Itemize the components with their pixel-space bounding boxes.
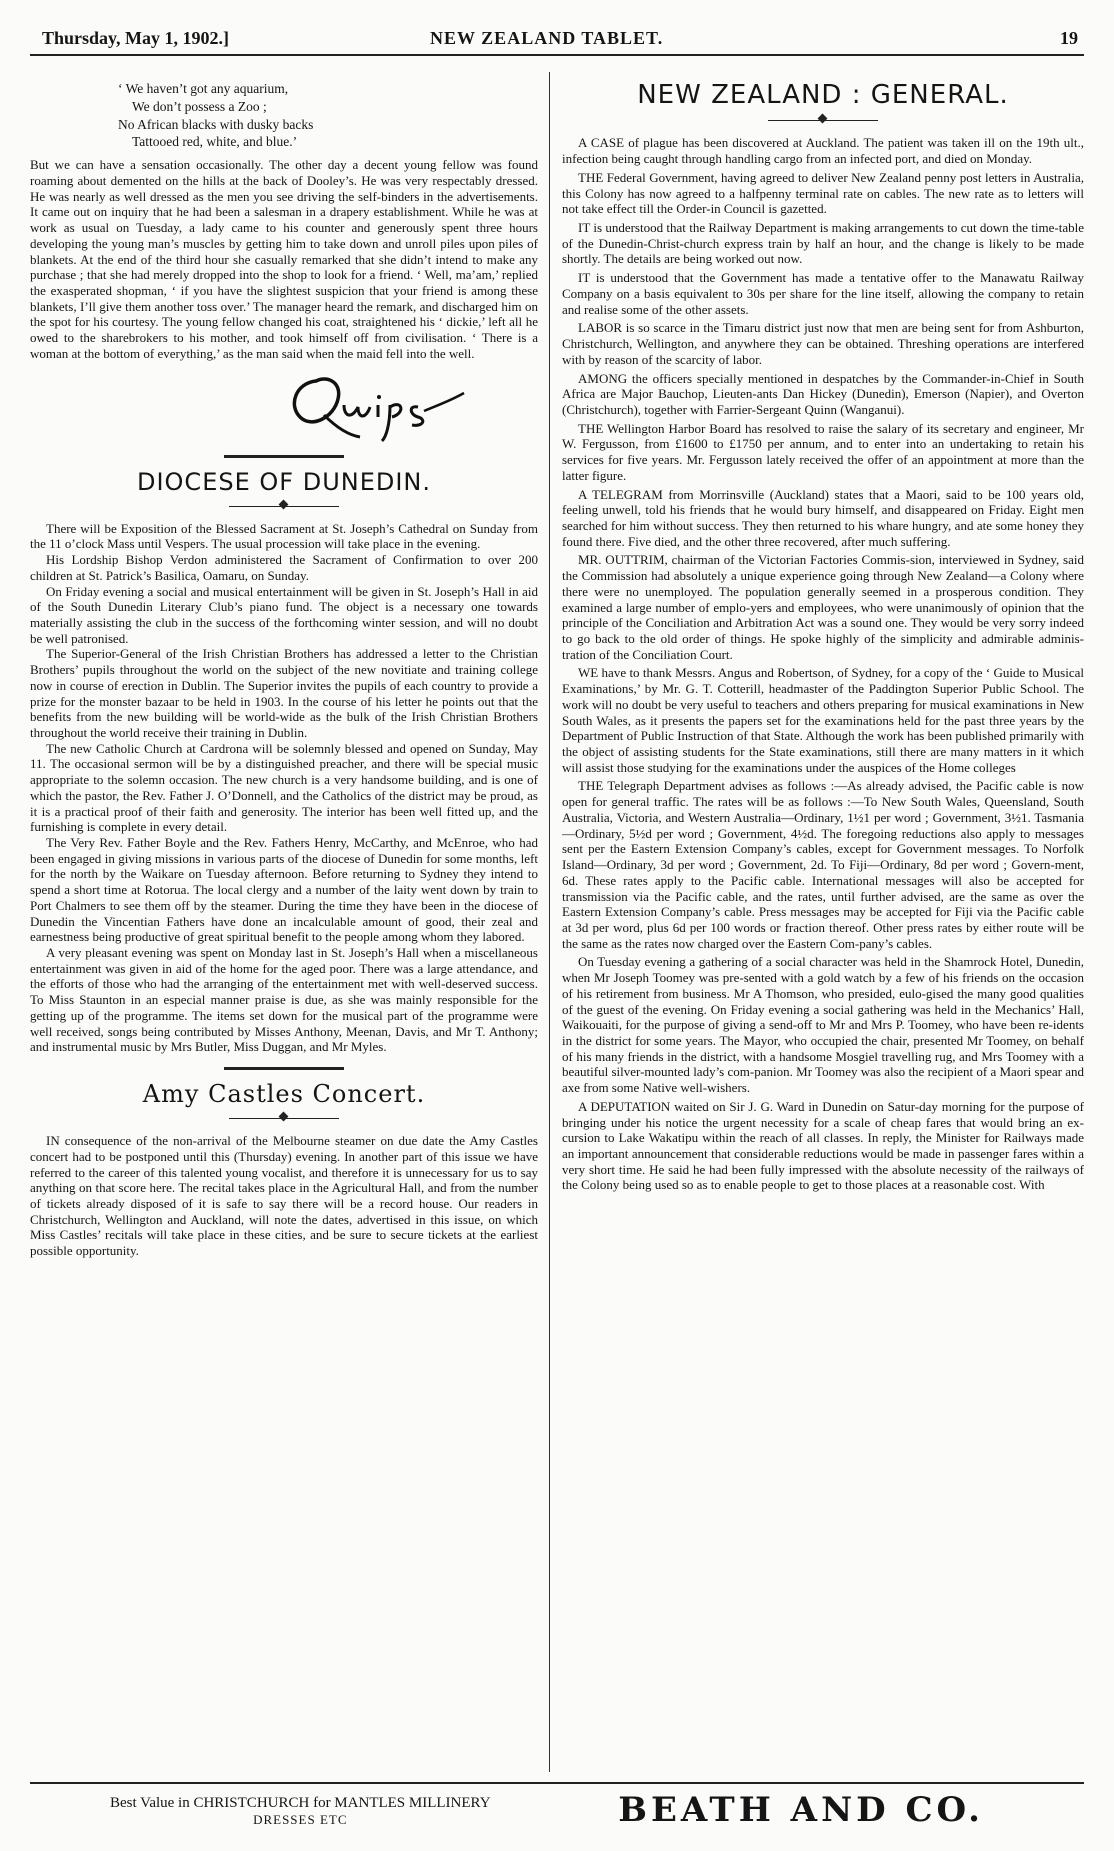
news-item: A CASE of plague has been discovered at Auckland. The patient was taken ill on the 19th ult., infection being caught through handling cargo from an infected port, and died on Monday. xyxy=(562,135,1084,167)
diocese-section xyxy=(30,521,538,1055)
diocese-paragraph: The Superior-General of the Irish Christian Brothers has addressed a letter to the Christian Brothers’ pupils throughout the world on the subject of the new novitiate and training college now in course of erection in Dublin. The Superior invites the pupils of each country to provide a prize for the monster bazaar to be held in 1903. In the course of his letter he points out that the benefits from the new building will be world-wide as the bulk of the Irish Christian Brothers throughout the world receive their training in Dublin. xyxy=(30,646,538,740)
ornament-divider xyxy=(229,501,339,511)
footer-line-1: Best Value in CHRISTCHURCH for MANTLES MILLINERY xyxy=(110,1795,491,1811)
page-header xyxy=(30,20,1084,56)
footer-line-2: DRESSES ETC xyxy=(253,1812,348,1827)
diocese-paragraph: On Friday evening a social and musical entertainment will be given in St. Joseph’s Hall in aid of the South Dunedin Literary Club’s piano fund. The object is a necessary one towards materially assisting the club in the success of the forthcoming winter session, and will no doubt be well patronised. xyxy=(30,583,538,646)
section-rule xyxy=(224,455,344,458)
left-column xyxy=(30,76,538,1772)
column-rule xyxy=(549,72,550,1772)
concert-heading: Amy Castles Concert. xyxy=(142,1080,426,1109)
general-heading: NEW ZEALAND : GENERAL. xyxy=(637,80,1009,110)
footer-brand: BEATH AND CO. xyxy=(618,1790,984,1830)
news-item: A TELEGRAM from Morrinsville (Auckland) states that a Maori, said to be 100 years old, feeling unwell, told his friends that he would bury himself, and disappeared on Friday. Eight men searched for him without success. They then returned to his whare hungry, and ate some honey they found there. Five died, and the other three recovered, after much suffering. xyxy=(562,486,1084,549)
concert-paragraph: IN consequence of the non-arrival of the Melbourne steamer on due date the Amy Castles concert had to be postponed until this (Thursday) evening. In another part of this issue we have referred to the career of this talented young vocalist, and therefore it is unnecessary for us to say anything on that score here. The recital takes place in the Agricultural Hall, and from the number of tickets already disposed of it is safe to say there will be a record house. Our readers in Christchurch, Wellington and Auckland, will note the dates, advertised in this issue, on which Miss Castles’ recitals will take place in these cities, and be sure to secure tickets at the earliest possible opportunity. xyxy=(30,1133,538,1259)
news-item: THE Wellington Harbor Board has resolved to raise the salary of its secretary and engineer, Mr W. Fergusson, from £1600 to £1750 per annum, and to enter into an undertaking to retain his services for five years. Mr. Fergusson lately received the offer of an appointment at more than the latter figure. xyxy=(562,420,1084,483)
diocese-heading: DIOCESE OF DUNEDIN. xyxy=(136,467,432,496)
news-item: A DEPUTATION waited on Sir J. G. Ward in Dunedin on Satur-day morning for the purpose of bringing under his notice the urgent necessity for a scale of cheap fares that would bring an ex-cursion to Lake Wakatipu within the reach of all classes. In reply, the Minister for Railways made an important announcement that considerable reductions would be made in passenger fares within a very short time. He said he had been fully impressed with the absolute necessity of the railways of the Colony being used so as to enable people to get to those places at a reasonable cost. With xyxy=(562,1098,1084,1193)
ornament-divider xyxy=(768,115,878,125)
section-rule xyxy=(224,1067,344,1070)
verse-line: No African blacks with dusky backs xyxy=(118,116,314,132)
diocese-paragraph: The Very Rev. Father Boyle and the Rev. Fathers Henry, McCarthy, and McEnroe, who had been engaged in giving missions in various parts of the diocese of Dunedin for some months, left for the north by the Waikare on Tuesday afternoon. Before returning to Sydney they intend to spend a short time at Rotorua. The local clergy and a number of the laity went down by train to Port Chalmers to see them off by the steamer. During the time they have been in the diocese of Dunedin the Vincentian Fathers have done an incalculable amount of good, their zeal and earnestness being productive of great spiritual benefit to the people among whom they labored. xyxy=(30,835,538,945)
verse-line: ‘ We haven’t got any aquarium, xyxy=(118,81,289,96)
news-item: THE Telegraph Department advises as follows :—As already advised, the Pacific cable is now open for general traffic. The rates will be as follows :—To New South Wales, Queensland, South Australia, Victoria, and Western Australia—Ordinary, 1½1 per word ; Government, 3½1. Tasmania—Ordinary, 5½d per word ; Government, 4½d. The foregoing reductions also apply to messages sent per the Eastern Extension Company’s cables, except for Government messages. To Norfolk Island—Ordinary, 3d per word ; Government, 2d. To Fiji—Ordinary, 8d per word ; Govern-ment, 6d. These rates apply to the Pacific cable. International messages will also be accepted for transmission via the Pacific cable, and the rates, until further advised, are the same as over the Eastern Extension Company’s cable. Press messages may be accepted for Fiji via the Pacific cable at 3d per word, plus 6d per 100 words or fraction thereof. Other press rates by either route will be the same as the rates now charged over the Eastern Com-pany’s cables. xyxy=(562,778,1084,951)
diocese-paragraph: The new Catholic Church at Cardrona will be solemnly blessed and opened on Sunday, May 11. The occasional sermon will be by a distinguished preacher, and there will be special music appropriate to the solemn occasion. The new church is a very handsome building, and is one of which the pastor, the Rev. Father J. O’Donnell, and the Catholics of the district may be proud, as it is a practical proof of their faith and generosity. The interior has been well fitted up, and the furnishing is complete in every detail. xyxy=(30,740,538,835)
header-page-number: 19 xyxy=(1060,28,1078,48)
news-item: AMONG the officers specially mentioned in despatches by the Commander-in-Chief in South Africa are Major Bauchop, Lieuten-ants Dan Hickey (Dunedin), Emerson (Napier), and Overton (Christchurch), together with Farrier-Sergeant Quinn (Wanganui). xyxy=(562,370,1084,417)
signature-flourish xyxy=(278,365,468,443)
verse xyxy=(118,80,538,151)
footer-ad-text xyxy=(110,1794,491,1828)
signature-text: Quips xyxy=(278,364,281,366)
news-item: THE Federal Government, having agreed to deliver New Zealand penny post letters in Australia, this Colony has now agreed to a halfpenny terminal rate on cables. The new rate as to letters will not take effect till the Order-in Council is gazetted. xyxy=(562,169,1084,217)
quips-signature xyxy=(30,365,538,445)
right-column xyxy=(562,76,1084,1772)
verse-line: Tattooed red, white, and blue.’ xyxy=(132,134,298,150)
news-item: IT is understood that the Railway Department is making arrangements to cut down the time-table of the Dunedin-Christ-church express train by half an hour, and the change is likely to be made shortly. The details are being worked out now. xyxy=(562,220,1084,267)
diocese-paragraph: His Lordship Bishop Verdon administered the Sacrament of Confirmation to over 200 children at St. Patrick’s Basilica, Oamaru, on Sunday. xyxy=(30,552,538,583)
news-item: WE have to thank Messrs. Angus and Robertson, of Sydney, for a copy of the ‘ Guide to Musical Examinations,’ by Mr. G. T. Cotterill, headmaster of the Paddington Superior Public School. The work will no doubt be very useful to teachers and others preparing for musical examinations in New South Wales, as it presents the papers set for the examinations held for the past three years by the Department of Public Instruction of that State. Although the work has been published primarily with the object of assisting students for the State examinations, still there are many matters in it which will assist those studying for the examinations under the auspices of the Home colleges xyxy=(562,665,1084,775)
news-item: IT is understood that the Government has made a tentative offer to the Manawatu Railway Company on a basis equivalent to 30s per share for the line itself, allowing the company to retain and realise some of the other assets. xyxy=(562,270,1084,317)
header-title: NEW ZEALAND TABLET. xyxy=(430,28,664,48)
newspaper-page xyxy=(30,20,1084,1840)
diocese-paragraph: There will be Exposition of the Blessed Sacrament at St. Joseph’s Cathedral on Sunday from the 11 o’clock Mass until Vespers. The usual procession will take place in the evening. xyxy=(30,520,538,552)
diocese-paragraph: A very pleasant evening was spent on Monday last in St. Joseph’s Hall when a miscellaneous entertainment was given in aid of the home for the aged poor. There was a large attendance, and the efforts of those who had the arranging of the entertainment met with well-deserved success. To Miss Staunton in an especial manner praise is due, as she was mainly responsible for the getting up of the programme. The items set down for the musical part of the programme were well received, songs being contributed by Misses Anthony, Meenan, Davis, and Mr T. Anthony; and instrumental music by Mrs Butler, Miss Duggan, and Mr Myles. xyxy=(30,945,538,1055)
verse-line: We don’t possess a Zoo ; xyxy=(132,98,267,114)
news-item: LABOR is so scarce in the Timaru district just now that men are being sent for from Ashburton, Christchurch, Wellington, and anywhere they can be obtained. Threshing operations are interfered with by reason of the scarcity of labor. xyxy=(562,320,1084,367)
news-item: On Tuesday evening a gathering of a social character was held in the Shamrock Hotel, Dunedin, when Mr Joseph Toomey was pre-sented with a gold watch by a few of his friends on the occasion of his retirement from business. Mr A Thomson, who presided, eulo-gised the many good qualities of the guest of the evening. On Friday evening a social gathering was held in the Mechanics’ Hall, Waikouaiti, for the purpose of giving a send-off to Mr and Mrs P. Toomey, who have been re-idents in the district for some years. The Mayor, who occupied the chair, presented Mr Toomey, on behalf of his many friends in the district, with a handsome Mosgiel travelling rug, and Mrs Toomey with a beautiful silver-mounted lady’s com-panion. Mr Toomey was also the recipient of a Maori spear and axe from some Native well-wishers. xyxy=(562,954,1084,1096)
ornament-divider xyxy=(229,1113,339,1123)
advertisement-footer xyxy=(30,1782,1084,1840)
header-date: Thursday, May 1, 1902.] xyxy=(42,28,230,48)
news-item: MR. OUTTRIM, chairman of the Victorian Factories Commis-sion, interviewed in Sydney, said the Commission had absolutely a unique experience going through New Zealand—a Colony where there were no unemployed. The population generally seemed in a prosperous condition. They examined a large number of emplo-yers and employees, who were unanimously of opinion that the principle of the Conciliation and Arbitration Act was a sound one. They would be very sorry indeed to go back to the old order of things. He spoke highly of the simplicity and admirable adminis-tration of the Conciliation Court. xyxy=(562,552,1084,662)
quips-paragraph: But we can have a sensation occasionally. The other day a decent young fellow was found roaming about demented on the hills at the back of Dooley’s. He was very respectably dressed. He was nearly as well dressed as the men you see driving the self-binders in the advertisements. It came out on inquiry that he had been a salesman in a drapery establishment. While he was at work as usual on Tuesday, a lady came to his counter and generously spent three hours developing the young man’s muscles by getting him to take down and unroll piles upon piles of blankets. At the end of the third hour she casually remarked that she didn’t intend to make any purchase ; that she had merely dropped into the shop to look for a friend. ‘ Well, ma’am,’ replied the exasperated shopman, ‘ if you have the slightest suspicion that your friend is among these blankets, I’ll give them another toss over.’ The manager heard the remark, and discharged him on the spot for his courtesy. The young fellow changed his coat, straightened his ‘ dickie,’ left all he owed to the sharebrokers to his mother, and took himself off from civilisation. ‘ There is a woman at the bottom of everything,’ as the man said when the maid fell into the well. xyxy=(30,157,538,361)
